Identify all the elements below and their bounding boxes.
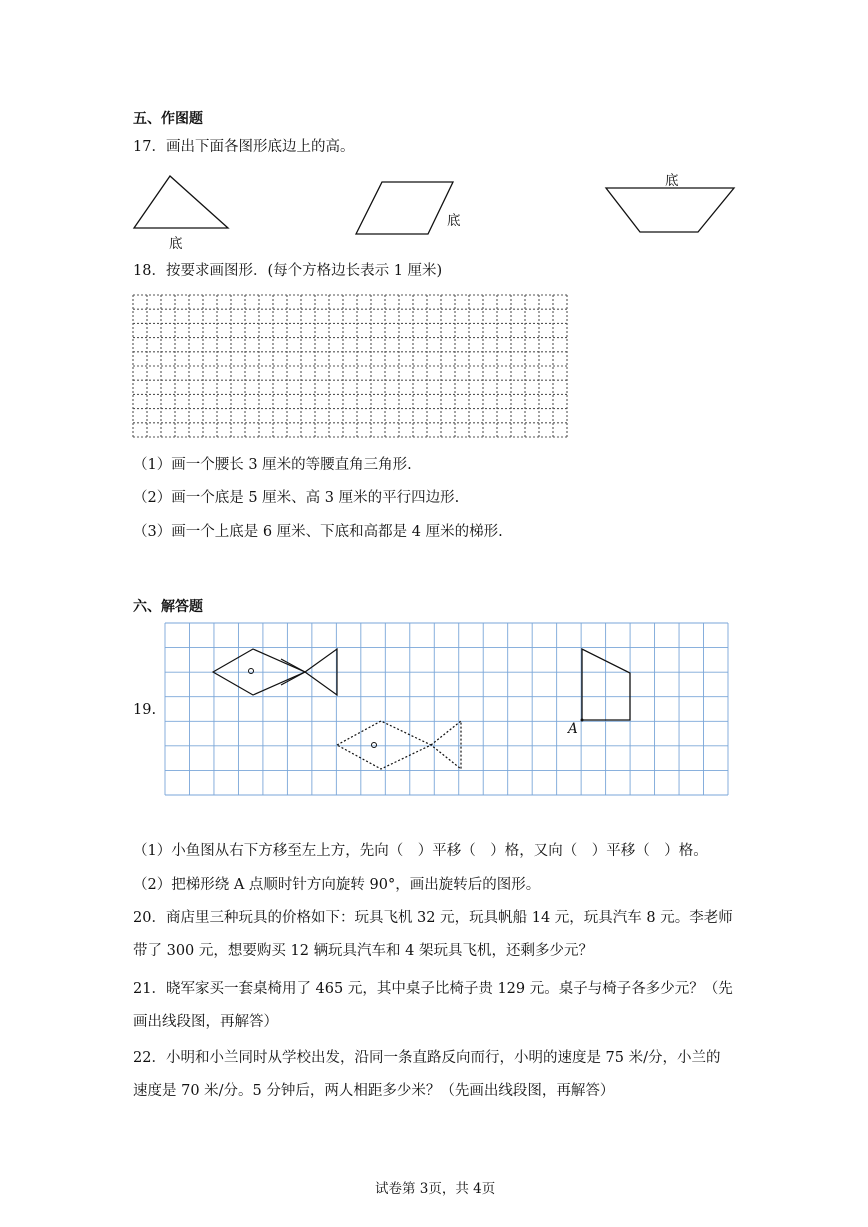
parallelogram-shape xyxy=(356,182,453,234)
question-19-number: 19. xyxy=(133,702,157,718)
question-18-item-1: （1）画一个腰长 3 厘米的等腰直角三角形. xyxy=(133,457,412,473)
triangle-shape xyxy=(134,176,228,228)
section-six-title: 六、解答题 xyxy=(133,599,203,615)
question-19-item-1: （1）小鱼图从右下方移至左上方，先向（ ）平移（ ）格，又向（ ）平移（ ）格。 xyxy=(133,843,708,859)
section-five-title: 五、作图题 xyxy=(133,111,203,127)
question-18-item-2: （2）画一个底是 5 厘米、高 3 厘米的平行四边形. xyxy=(133,490,460,506)
question-19-item-2: （2）把梯形绕 A 点顺时针方向旋转 90°，画出旋转后的图形。 xyxy=(133,877,541,893)
question-22-line-1: 22．小明和小兰同时从学校出发，沿同一条直路反向而行，小明的速度是 75 米/分，小兰的 xyxy=(133,1050,721,1066)
question-21-line-1: 21．晓军家买一套桌椅用了 465 元，其中桌子比椅子贵 129 元。桌子与椅子各多少元？（先 xyxy=(133,981,733,997)
fish-dotted-tail xyxy=(431,721,461,769)
triangle-base-label: 底 xyxy=(169,236,183,252)
page-footer: 试卷第 3页，共 4页 xyxy=(375,1181,496,1197)
question-21-line-2: 画出线段图，再解答） xyxy=(133,1014,278,1030)
trapezoid-shape xyxy=(606,188,734,232)
fish-dotted-eye xyxy=(372,743,377,748)
question-20-line-1: 20．商店里三种玩具的价格如下：玩具飞机 32 元，玩具帆船 14 元，玩具汽车 8 元。李老师 xyxy=(133,910,733,926)
parallelogram-base-label: 底 xyxy=(447,213,461,229)
point-a-label: A xyxy=(568,721,578,737)
dotted-square-grid xyxy=(133,295,573,441)
question-22-line-2: 速度是 70 米/分。5 分钟后，两人相距多少米？（先画出线段图，再解答） xyxy=(133,1083,615,1099)
fish-dotted-body xyxy=(337,721,431,769)
question-20-line-2: 带了 300 元，想要购买 12 辆玩具汽车和 4 架玩具飞机，还剩多少元？ xyxy=(133,943,594,959)
fish-solid-eye xyxy=(249,669,254,674)
question-19-grid xyxy=(165,623,729,797)
question-17-text: 17．画出下面各图形底边上的高。 xyxy=(133,139,355,155)
question-18-text: 18．按要求画图形．(每个方格边长表示 1 厘米) xyxy=(133,263,443,279)
trapezoid-base-label: 底 xyxy=(665,173,679,189)
question-18-item-3: （3）画一个上底是 6 厘米、下底和高都是 4 厘米的梯形. xyxy=(133,524,503,540)
